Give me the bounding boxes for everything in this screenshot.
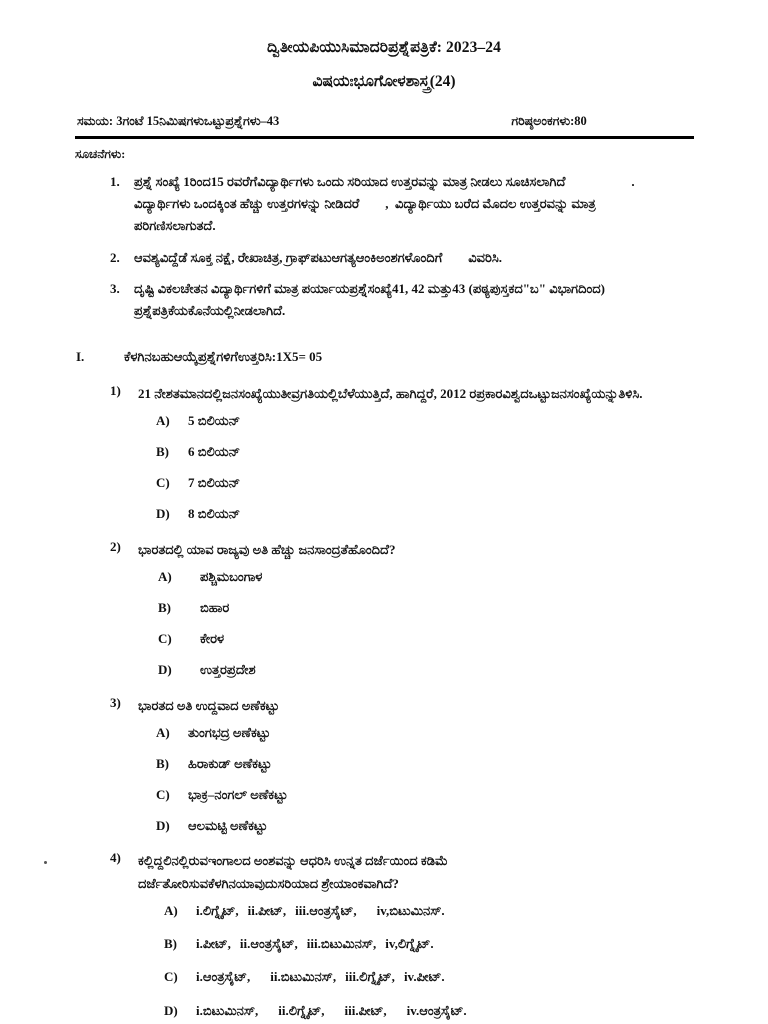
- ordering-item: iv.ಪೀಟ್.: [403, 969, 445, 985]
- option-text: ಕೇರಳ: [200, 631, 225, 647]
- instruction-trailing-mark: .: [631, 173, 635, 189]
- ordering-item: i.ಲಿಗ್ನೈಟ್,: [196, 903, 239, 919]
- option-label: C): [164, 969, 178, 985]
- question-item: [58, 539, 710, 681]
- option-text: ಪಶ್ಚಿಮಬಂಗಾಳ: [200, 568, 263, 584]
- margin-dot: [44, 861, 47, 864]
- question-line: 21 ನೇಶತಮಾನದಲ್ಲಿಜನಸಂಖ್ಯೆಯುತೀವ್ರಗತಿಯಲ್ಲಿಬೆಳೆಯುತ್ತಿದೆ, ಹಾಗಿದ್ದರೆ, 2012 ರಪ್ರಕಾರವಿಶ್ವದಒಟ್ಟುಜನಸಂಖ್ಯೆಯನ್ನುತಿಳಿಸಿ.: [138, 385, 643, 401]
- ordering-item: iii.ಆಂತ್ರಸೈಟ್,: [295, 903, 357, 919]
- question-number: 1): [110, 382, 121, 398]
- option-label: D): [164, 1002, 178, 1018]
- option-label: B): [158, 600, 171, 616]
- question-text: [138, 850, 710, 895]
- instruction-text: ವಿದ್ಯಾರ್ಥಿಗಳು ಒಂದಕ್ಕಿಂತ ಹೆಚ್ಚು ಉತ್ತರಗಳನ್ನು ನೀಡಿದರೆ: [134, 195, 360, 211]
- ordering-item: iii.ಬಿಟುಮಿನಸ್,: [306, 936, 377, 952]
- option-text: 8 ಬಿಲಿಯನ್: [188, 506, 241, 522]
- option-label: A): [156, 413, 170, 429]
- option-label: C): [156, 787, 170, 803]
- option-text: ಭಾಕ್ರ–ನಂಗಲ್ ಅಣೆಕಟ್ಟು: [188, 787, 288, 803]
- option-text: 7 ಬಿಲಿಯನ್: [188, 475, 241, 491]
- ordering-item: ii.ಬಿಟುಮಿನಸ್,: [270, 969, 337, 985]
- options-list: [138, 567, 710, 681]
- question-number: 2): [110, 538, 121, 554]
- option-item[interactable]: [138, 967, 710, 987]
- option-text: 6 ಬಿಲಿಯನ್: [188, 444, 241, 460]
- instruction-item: [58, 247, 710, 269]
- question-line: ಭಾರತದಲ್ಲಿ ಯಾವ ರಾಜ್ಯವು ಅತಿ ಹೆಚ್ಚು ಜನಸಾಂದ್ರತೆಹೊಂದಿದೆ?: [138, 541, 396, 557]
- option-text: ಉತ್ತರಪ್ರದೇಶ: [200, 662, 256, 678]
- section-number: I.: [76, 348, 85, 364]
- option-label: C): [158, 631, 172, 647]
- option-label: D): [156, 506, 170, 522]
- options-list: [138, 723, 710, 837]
- ordering-item: iv.ಆಂತ್ರಸೈಟ್.: [406, 1002, 467, 1018]
- options-list: [138, 411, 710, 525]
- option-item[interactable]: [138, 723, 710, 743]
- ordering-item: iii.ಲಿಗ್ನೈಟ್,: [345, 969, 395, 985]
- option-text: ಆಲಮಟ್ಟಿ ಅಣೆಕಟ್ಟು: [188, 818, 268, 834]
- instruction-line: ಪ್ರಶ್ನೆಪತ್ರಿಕೆಯಕೊನೆಯಲ್ಲಿನೀಡಲಾಗಿದೆ.: [134, 303, 286, 319]
- option-label: B): [156, 756, 169, 771]
- instruction-number: 1.: [110, 173, 120, 189]
- option-item[interactable]: [138, 934, 710, 954]
- question-text: [138, 539, 710, 561]
- instruction-number: 2.: [110, 249, 120, 265]
- exam-meta-row: [58, 114, 710, 129]
- option-item[interactable]: [138, 816, 710, 836]
- option-label: C): [156, 475, 170, 491]
- instruction-number: 3.: [110, 280, 120, 296]
- option-item[interactable]: [138, 442, 710, 462]
- option-label: D): [156, 818, 170, 834]
- question-item: [58, 695, 710, 837]
- time-and-question-count: ಸಮಯ: 3ಗಂಟೆ 15ನಿಮಿಷಗಳುಒಟ್ಟುಪ್ರಶ್ನೆಗಳು–43: [77, 113, 280, 128]
- option-label: B): [156, 444, 169, 460]
- instructions-heading: ಸೂಚನೆಗಳು:: [75, 146, 126, 161]
- instruction-text: ಆವಶ್ಯವಿದ್ದೆಡೆ ಸೂಕ್ತ ನಕ್ಷೆ, ರೇಖಾಚಿತ್ರ, ಗ್ರಾಫ್‌ಪಟುಆಗತ್ಯಆಂಕಿಅಂಶಗಳೊಂದಿಗೆ: [134, 249, 443, 265]
- option-label: D): [158, 662, 172, 678]
- option-item[interactable]: [138, 785, 710, 805]
- ordering-item: ii.ಲಿಗ್ನೈಟ್,: [278, 1002, 325, 1018]
- question-number: 3): [110, 694, 121, 710]
- question-text: [138, 383, 710, 405]
- option-label: A): [164, 903, 178, 919]
- option-item[interactable]: [138, 598, 710, 618]
- option-item[interactable]: [138, 473, 710, 493]
- ordering-item: iii.ಪೀಟ್,: [344, 1002, 387, 1018]
- instruction-line: ಪರಿಗಣಿಸಲಾಗುತದೆ.: [134, 218, 216, 234]
- instruction-text: ವಿವರಿಸಿ.: [468, 249, 502, 265]
- instruction-mid-mark: ,: [385, 195, 389, 211]
- option-label: A): [158, 568, 172, 584]
- option-text: ಹಿರಾಕುಡ್ ಅಣೆಕಟ್ಟು: [188, 756, 272, 771]
- question-line: ಭಾರತದ ಅತಿ ಉದ್ದವಾದ ಅಣೆಕಟ್ಟು: [138, 697, 280, 713]
- option-text: ತುಂಗಭದ್ರ ಅಣೆಕಟ್ಟು: [188, 724, 271, 740]
- instruction-text: ಪ್ರಶ್ನೆ ಸಂಖ್ಯೆ 1ರಿಂದ15 ರವರೆಗೆವಿದ್ಯಾರ್ಥಿಗಳು ಒಂದು ಸರಿಯಾದ ಉತ್ತರವನ್ನು ಮಾತ್ರ ನೀಡಲು ಸೂಚಿಸಲಾಗಿದೆ: [134, 173, 566, 189]
- instruction-line: ದೃಷ್ಟಿ ವಿಕಲಚೇತನ ವಿದ್ಯಾರ್ಥಿಗಳಿಗೆ ಮಾತ್ರ ಪರ್ಯಾಯಪ್ರಶ್ನೆಸಂಖ್ಯೆ41, 42 ಮತ್ತು43 (ಪಠ್ಯಪುಸ್ತಕದ"ಬ" ವಿಭಾಗದಿಂದ): [134, 280, 605, 296]
- ordering-item: i.ಬಿಟುಮಿನಸ್,: [196, 1002, 259, 1018]
- section-title: ಕೆಳಗಿನಬಹುಆಯ್ಕೆಪ್ರಶ್ನೆಗಳಿಗೆಉತ್ತರಿಸಿ:1X5= 05: [124, 348, 323, 364]
- section-heading: [76, 349, 710, 365]
- instruction-line: [134, 247, 710, 269]
- instructions-list: [58, 171, 710, 323]
- max-marks: ಗರಿಷ್ಠಅಂಕಗಳು:80: [511, 113, 587, 128]
- ordering-item: i.ಪೀಟ್,: [196, 936, 231, 952]
- option-label: A): [156, 724, 170, 740]
- question-line: ದರ್ಜೆತೋರಿಸುವಕೆಳಗಿನಯಾವುದುಸರಿಯಾದ ಶ್ರೇಯಾಂಕವಾಗಿದೆ?: [138, 875, 399, 891]
- ordering-item: iv,ಲಿಗ್ನೈಟ್.: [385, 936, 434, 952]
- option-label: B): [164, 936, 177, 952]
- option-item[interactable]: [138, 629, 710, 649]
- page-title: ದ್ವಿತೀಯಪಿಯುಸಿಮಾದರಿಪ್ರಶ್ನೆಪತ್ರಿಕೆ: 2023–24: [267, 39, 501, 56]
- option-item[interactable]: [138, 660, 710, 680]
- instruction-line: [134, 193, 710, 215]
- option-item[interactable]: [138, 411, 710, 431]
- ordering-item: i.ಆಂತ್ರಸೈಟ್,: [196, 969, 251, 985]
- option-item[interactable]: [138, 901, 710, 921]
- question-item: [58, 383, 710, 525]
- option-item[interactable]: [138, 754, 710, 774]
- instruction-item: [58, 278, 710, 323]
- option-item[interactable]: [138, 567, 710, 587]
- question-line: ಕಲ್ಲಿದ್ದಲಿನಲ್ಲಿರುವಇಂಗಾಲದ ಅಂಶವನ್ನು ಆಧರಿಸಿ ಉನ್ನತ ದರ್ಜೆಯಿಂದ ಕಡಿಮೆ: [138, 853, 448, 869]
- question-number: 4): [110, 850, 121, 866]
- option-text: ಬಿಹಾರ: [200, 600, 230, 616]
- option-item[interactable]: [138, 504, 710, 524]
- ordering-item: iv,ಬಿಟುಮಿನಸ್.: [376, 903, 445, 919]
- instruction-item: [58, 171, 710, 238]
- ordering-item: ii.ಆಂತ್ರಸೈಟ್,: [239, 936, 298, 952]
- question-text: [138, 695, 710, 717]
- instruction-line: [134, 171, 710, 193]
- option-item[interactable]: [138, 1001, 710, 1021]
- title-block: [58, 36, 710, 94]
- questions-list: [58, 383, 710, 1021]
- instruction-text: ವಿದ್ಯಾರ್ಥಿಯು ಬರೆದ ಮೊದಲ ಉತ್ತರವನ್ನು ಮಾತ್ರ: [395, 195, 596, 211]
- ordering-item: ii.ಪೀಟ್,: [247, 903, 287, 919]
- header-divider: [75, 136, 694, 139]
- question-item: [58, 850, 710, 1020]
- option-text: 5 ಬಿಲಿಯನ್: [188, 413, 241, 429]
- subject-title: ವಿಷಯಃಭೂಗೋಳಶಾಸ್ತ್ರ(24): [312, 73, 456, 91]
- options-list: [138, 901, 710, 1021]
